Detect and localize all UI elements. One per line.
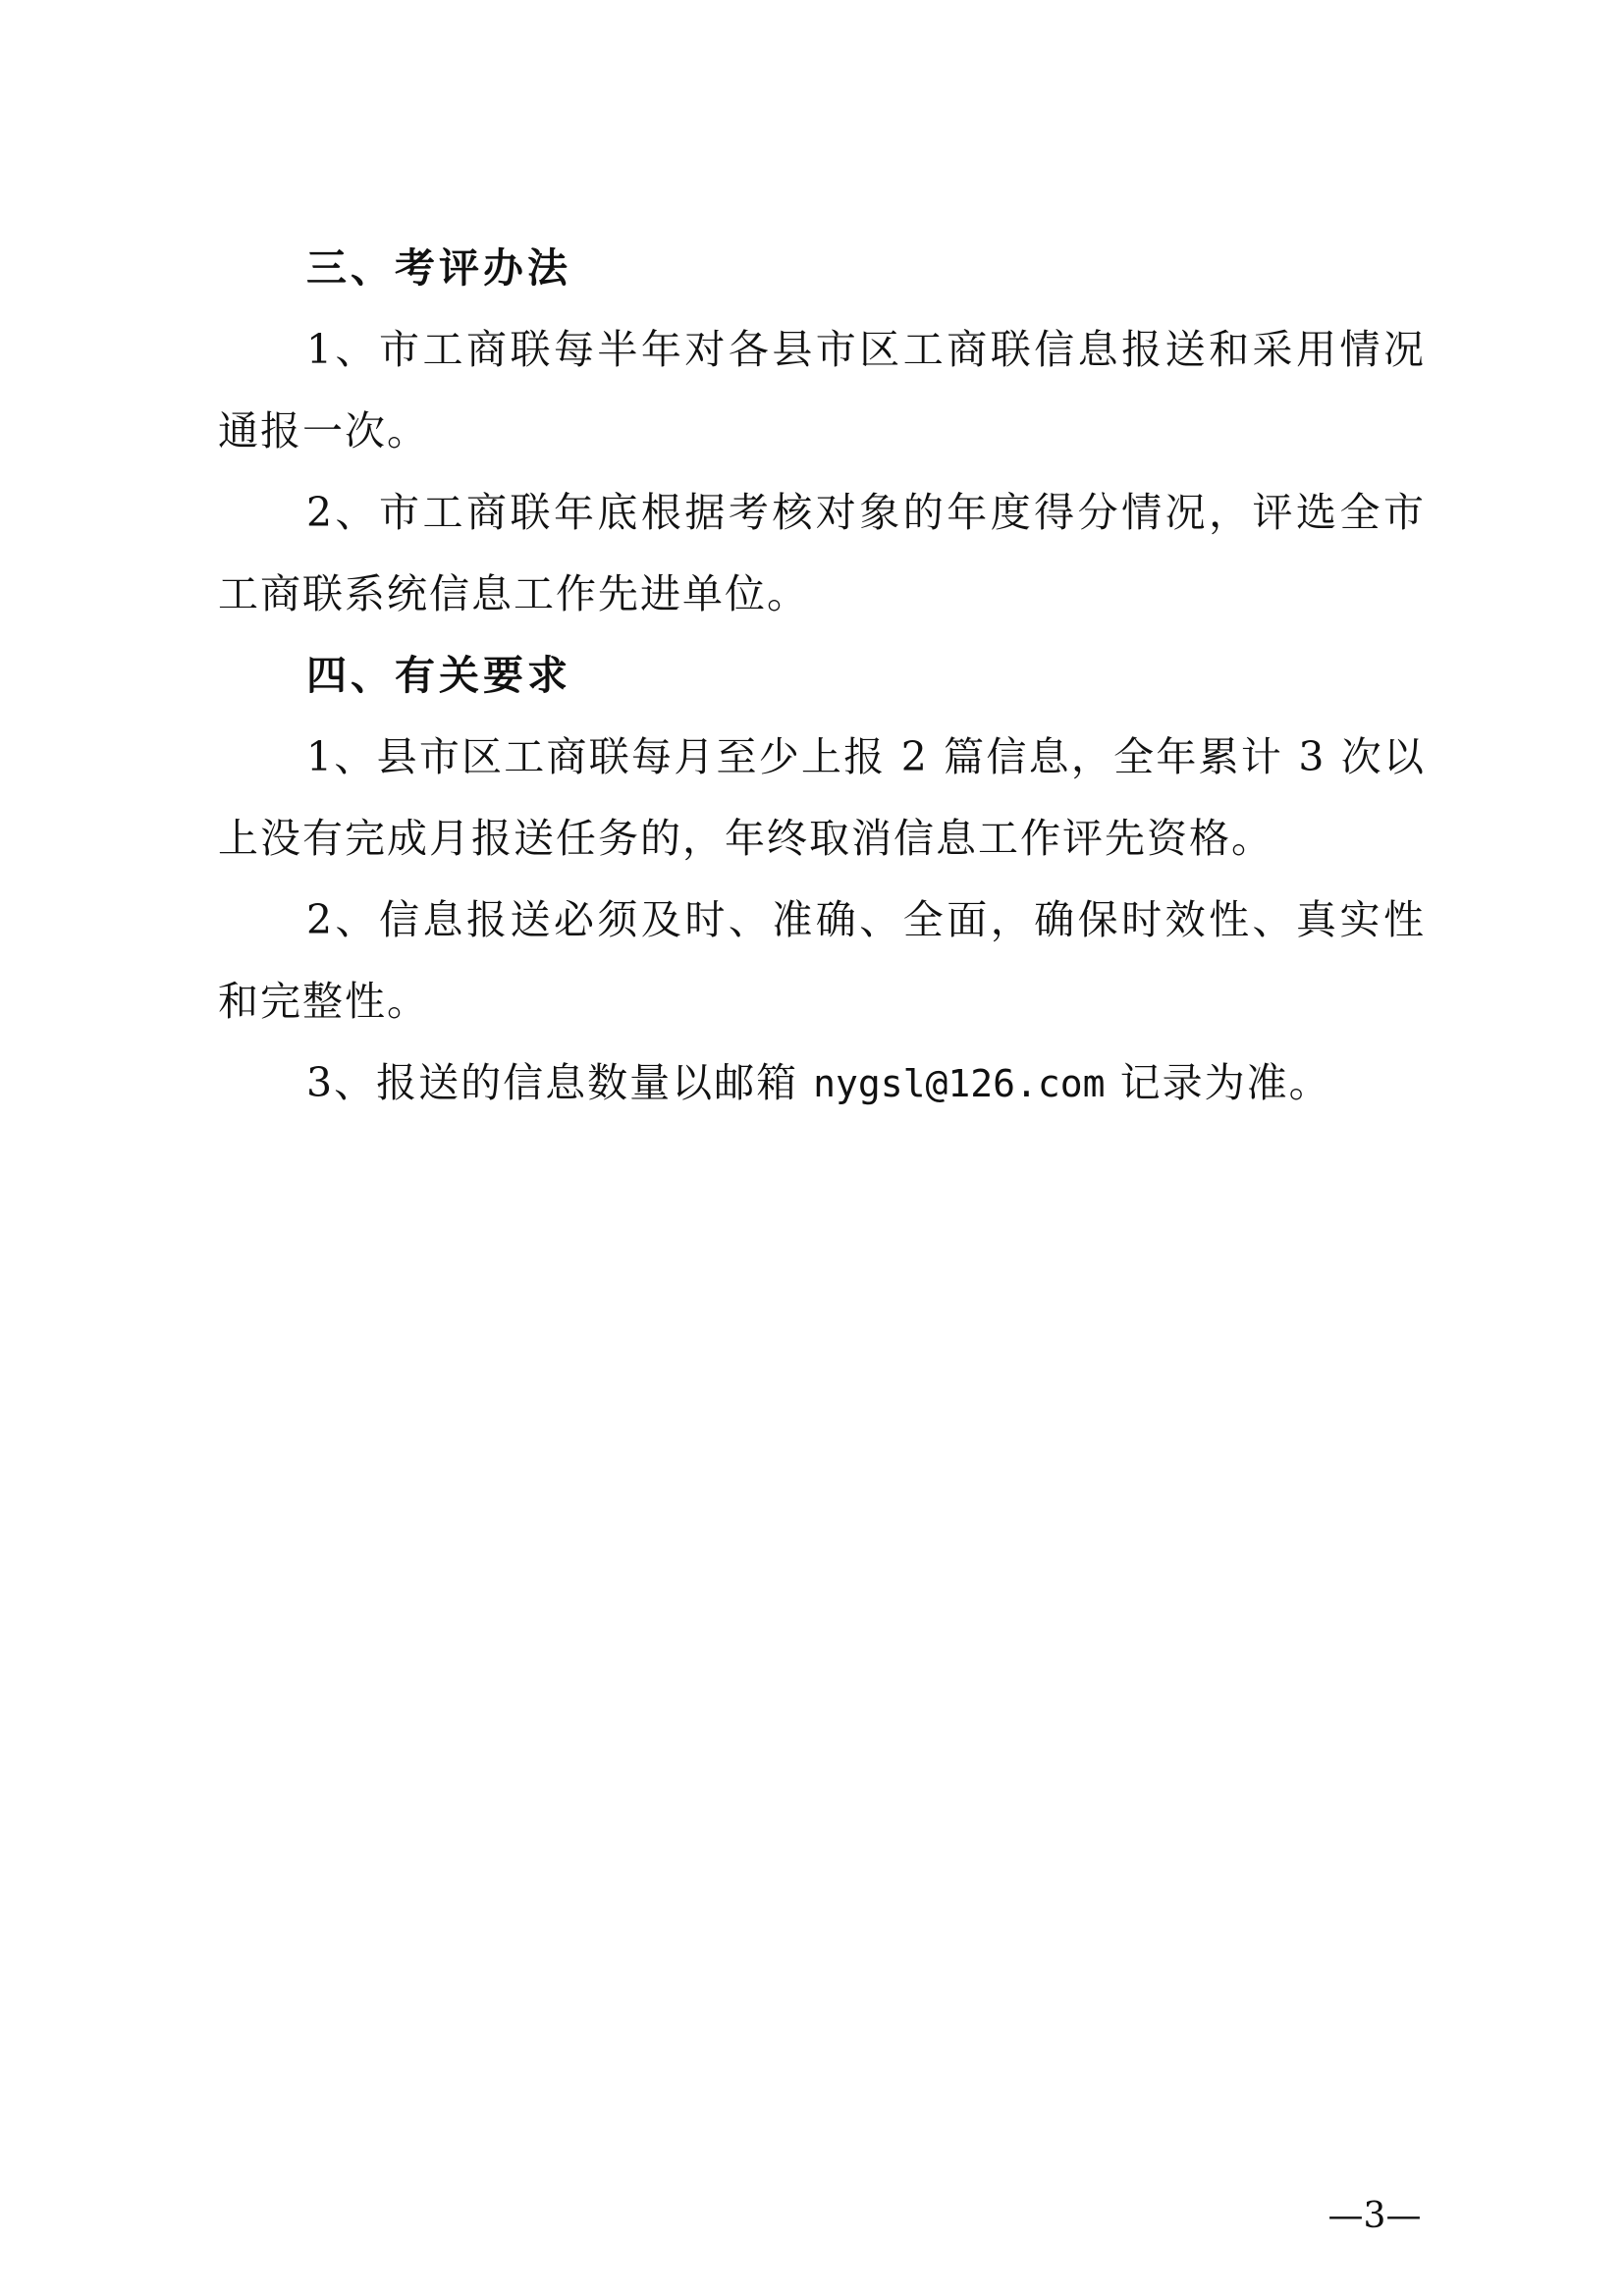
paragraph-text: 3、报送的信息数量以邮箱 [306, 1059, 814, 1106]
paragraph-line: 通报一次。 [218, 407, 429, 454]
paragraph-line: 2、市工商联年底根据考核对象的年度得分情况，评选全市 [306, 489, 1426, 536]
document-body [218, 228, 1426, 1125]
paragraph-evaluation-2 [218, 472, 1426, 635]
section-heading-evaluation: 三、考评办法 [306, 244, 571, 292]
paragraph-line: 工商联系统信息工作先进单位。 [218, 570, 809, 617]
paragraph-line: 2、信息报送必须及时、准确、全面，确保时效性、真实性 [306, 896, 1426, 943]
paragraph-text: 记录为准。 [1105, 1059, 1331, 1106]
paragraph-requirements-3 [218, 1042, 1426, 1125]
paragraph-line: 1、市工商联每半年对各县市区工商联信息报送和采用情况 [306, 326, 1426, 373]
paragraph-requirements-2 [218, 880, 1426, 1042]
page-number: —3— [1327, 2196, 1422, 2236]
paragraph-requirements-1 [218, 717, 1426, 880]
paragraph-line: 上没有完成月报送任务的，年终取消信息工作评先资格。 [218, 815, 1273, 862]
paragraph-line: 1、县市区工商联每月至少上报 2 篇信息，全年累计 3 次以 [306, 733, 1426, 780]
section-heading-requirements: 四、有关要求 [306, 652, 571, 699]
paragraph-line: 和完整性。 [218, 978, 429, 1025]
paragraph-evaluation-1 [218, 309, 1426, 472]
email-address: nygsl@126.com [813, 1062, 1106, 1105]
